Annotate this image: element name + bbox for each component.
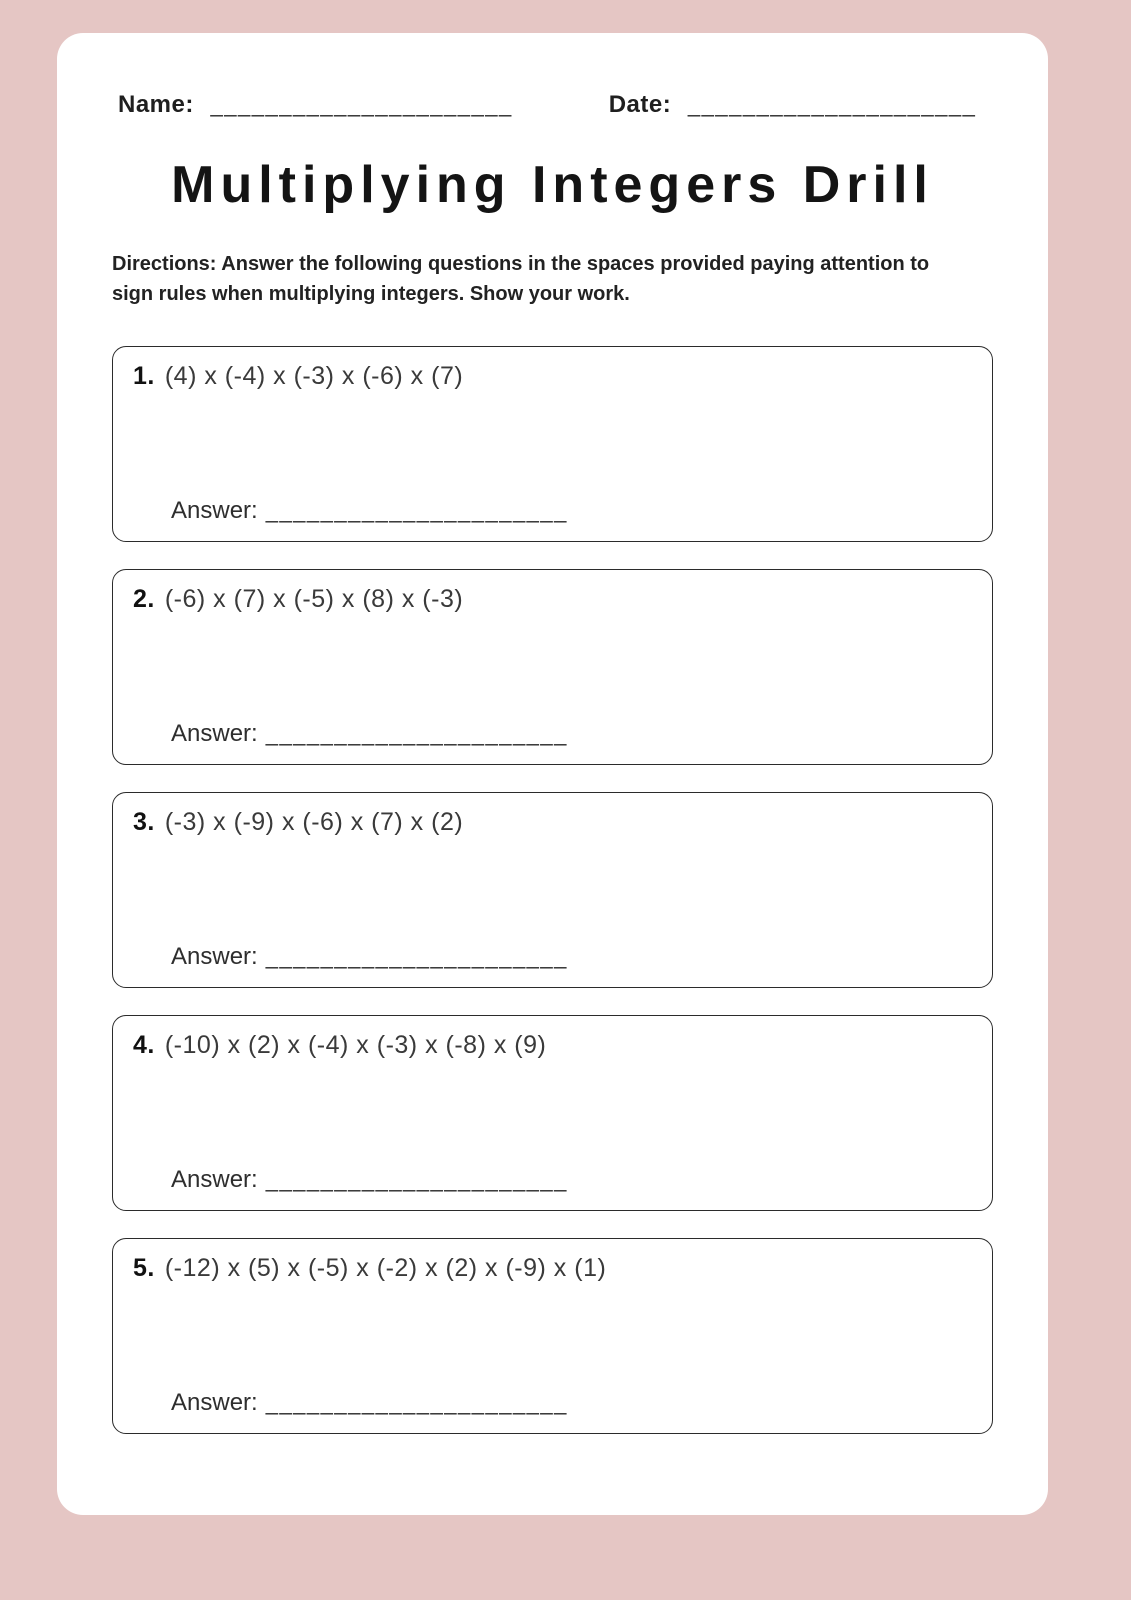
answer-blank-line[interactable]: ______________________ xyxy=(265,1389,568,1415)
name-blank-line[interactable]: ______________________ xyxy=(210,92,513,117)
question-expression: (4) x (-4) x (-3) x (-6) x (7) xyxy=(164,361,464,390)
question-number: 4. xyxy=(133,1030,155,1059)
answer-label: Answer: xyxy=(171,719,258,747)
question-number: 3. xyxy=(133,807,155,836)
answer-label: Answer: xyxy=(171,1165,258,1193)
answer-blank-line[interactable]: ______________________ xyxy=(265,1166,568,1192)
worksheet-card xyxy=(57,33,1048,1515)
name-date-row xyxy=(112,91,993,119)
directions-text: Directions: Answer the following questions in the spaces provided paying attention to sign rules when multiplying integers. Show your work. xyxy=(112,253,930,306)
date-label: Date: xyxy=(608,91,672,118)
date-blank-line[interactable]: _____________________ xyxy=(687,92,977,117)
question-expression: (-3) x (-9) x (-6) x (7) x (2) xyxy=(164,807,464,836)
answer-row xyxy=(171,943,568,971)
answer-label: Answer: xyxy=(171,1388,258,1416)
date-field-group xyxy=(609,91,977,119)
answer-row xyxy=(171,1389,568,1417)
question-box-3 xyxy=(112,792,993,988)
question-number: 2. xyxy=(133,584,155,613)
name-label: Name: xyxy=(118,91,194,118)
question-expression: (-10) x (2) x (-4) x (-3) x (-8) x (9) xyxy=(164,1030,547,1059)
name-field-group xyxy=(118,91,513,119)
question-box-1 xyxy=(112,346,993,542)
page-title: Multiplying Integers Drill xyxy=(171,156,934,214)
answer-label: Answer: xyxy=(171,496,258,524)
question-header xyxy=(133,585,972,614)
question-box-4 xyxy=(112,1015,993,1211)
answer-label: Answer: xyxy=(171,942,258,970)
question-list xyxy=(112,346,993,1434)
question-number: 1. xyxy=(133,361,155,390)
answer-row xyxy=(171,720,568,748)
question-expression: (-6) x (7) x (-5) x (8) x (-3) xyxy=(164,584,464,613)
answer-blank-line[interactable]: ______________________ xyxy=(265,943,568,969)
question-header xyxy=(133,362,972,391)
answer-blank-line[interactable]: ______________________ xyxy=(265,720,568,746)
question-number: 5. xyxy=(133,1253,155,1282)
question-expression: (-12) x (5) x (-5) x (-2) x (2) x (-9) x (1) xyxy=(164,1253,607,1282)
question-header xyxy=(133,1031,972,1060)
answer-row xyxy=(171,497,568,525)
question-header xyxy=(133,808,972,837)
question-header xyxy=(133,1254,972,1283)
question-box-5 xyxy=(112,1238,993,1434)
question-box-2 xyxy=(112,569,993,765)
answer-row xyxy=(171,1166,568,1194)
answer-blank-line[interactable]: ______________________ xyxy=(265,497,568,523)
